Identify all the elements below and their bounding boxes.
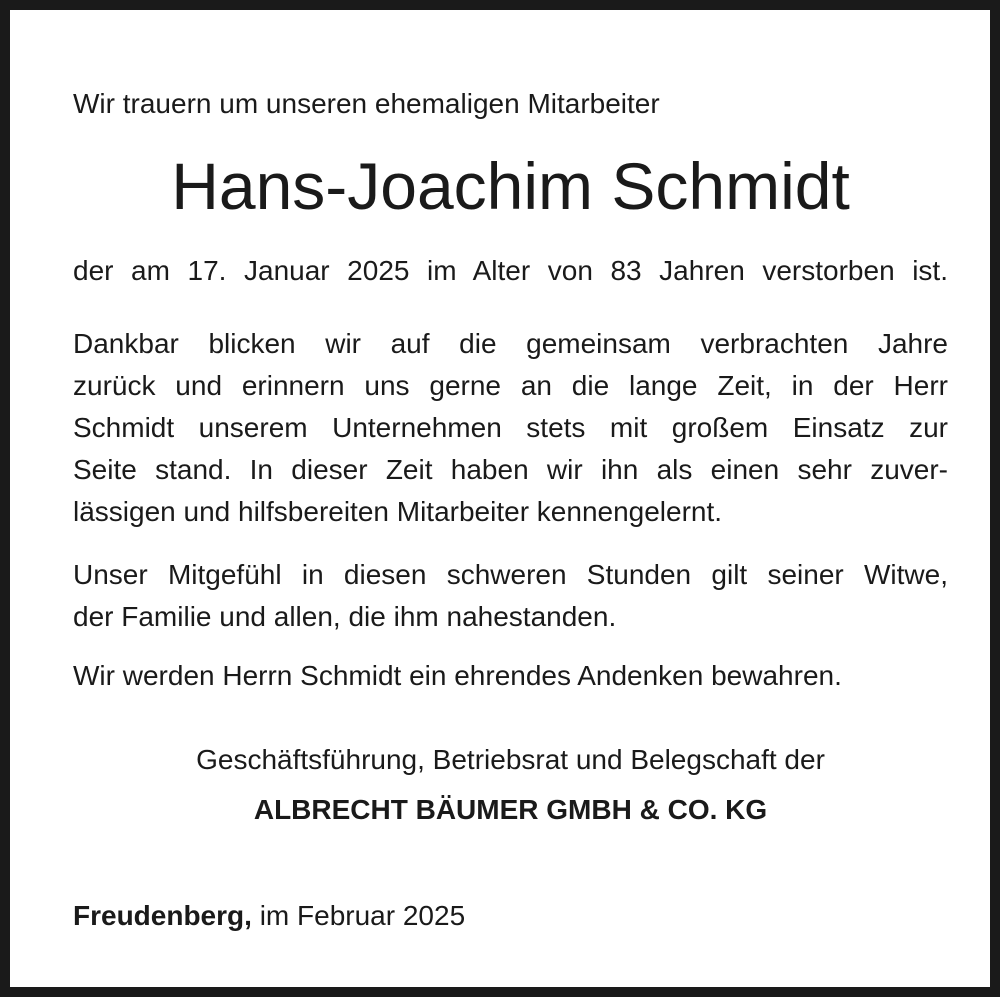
death-date-line: der am 17. Januar 2025 im Alter von 83 Jahren verstorben ist. <box>73 255 948 286</box>
tribute-paragraph <box>73 323 948 533</box>
tribute-paragraph-line: Seite stand. In dieser Zeit haben wir ihn als einen sehr zuver- <box>73 454 948 485</box>
remembrance-paragraph-line: Wir werden Herrn Schmidt ein ehrendes Andenken bewahren. <box>73 660 842 691</box>
place-name: Freudenberg, <box>73 900 252 931</box>
condolence-paragraph <box>73 554 948 638</box>
tribute-paragraph-line: lässigen und hilfsbereiten Mitarbeiter kennengelernt. <box>73 496 723 527</box>
tribute-paragraph-line: Dankbar blicken wir auf die gemeinsam verbrachten Jahre <box>73 328 948 359</box>
signers-line: Geschäftsführung, Betriebsrat und Belegschaft der <box>196 744 825 775</box>
remembrance-paragraph <box>73 655 948 697</box>
deceased-name: Hans-Joachim Schmidt <box>171 149 850 223</box>
condolence-paragraph-line: Unser Mitgefühl in diesen schweren Stunden gilt seiner Witwe, <box>73 559 948 590</box>
tribute-paragraph-line: Schmidt unserem Unternehmen stets mit großem Einsatz zur <box>73 412 948 443</box>
intro-line: Wir trauern um unseren ehemaligen Mitarbeiter <box>73 88 660 119</box>
place-date-line <box>73 896 465 936</box>
company-name: ALBRECHT BÄUMER GMBH & CO. KG <box>253 794 768 825</box>
tribute-paragraph-line: zurück und erinnern uns gerne an die lange Zeit, in der Herr <box>73 370 948 401</box>
notice-date: im Februar 2025 <box>251 900 466 931</box>
condolence-paragraph-line: der Familie und allen, die ihm nahestanden. <box>73 601 617 632</box>
